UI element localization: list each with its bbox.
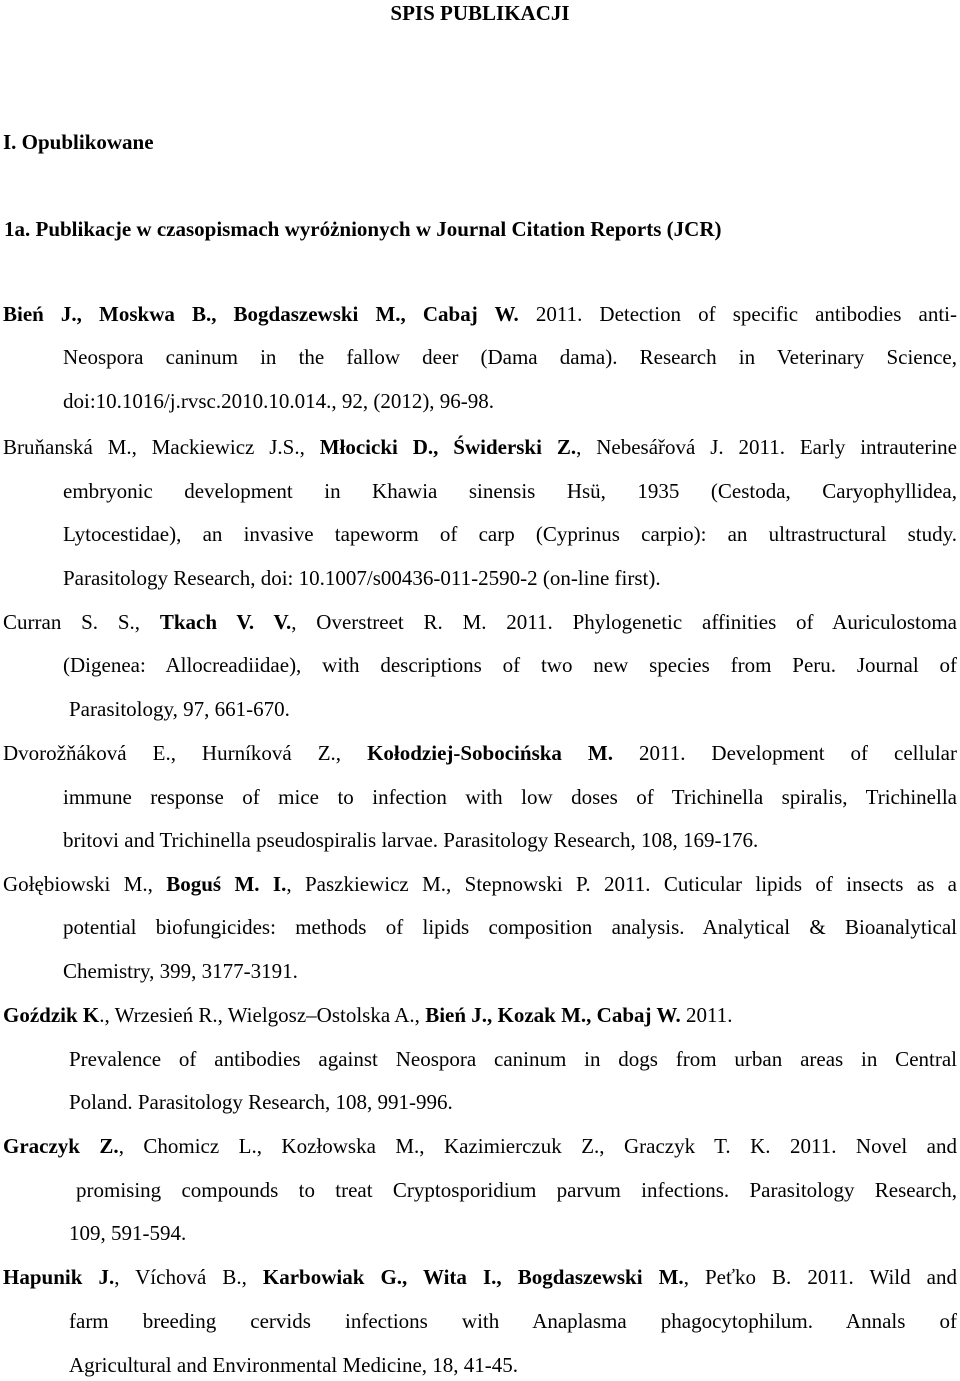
publication-text-line (63, 828, 758, 852)
publication-authors-line (3, 302, 957, 326)
reference-text: , Chomicz L., Kozłowska M., Kazimierczuk Z., Graczyk T. K. 2011. Novel and (118, 1134, 957, 1158)
reference-text: farm breeding cervids infections with Anaplasma phagocytophilum. Annals of (69, 1309, 957, 1333)
reference-text: potential biofungicides: methods of lipids composition analysis. Analytical & Bioanalytical (63, 915, 957, 939)
publication-authors-line (3, 1003, 732, 1027)
publication-text-line (63, 522, 957, 546)
page-title: SPIS PUBLIKACJI (390, 1, 570, 25)
publication-authors-line (3, 1134, 957, 1158)
publication-text-line (69, 1047, 957, 1071)
highlighted-author: Boguś M. I. (166, 872, 287, 896)
publication-text-line (63, 959, 298, 983)
reference-text: embryonic development in Khawia sinensis Hsü, 1935 (Cestoda, Caryophyllidea, (63, 479, 957, 503)
reference-text: , Paszkiewicz M., Stepnowski P. 2011. Cuticular lipids of insects as a (286, 872, 957, 896)
reference-text: 2011. (680, 1003, 733, 1027)
reference-text: Lytocestidae), an invasive tapeworm of carp (Cyprinus carpio): an ultrastructural study. (63, 522, 957, 546)
highlighted-author: Młocicki D., Świderski Z. (319, 435, 577, 459)
reference-text: Chemistry, 399, 3177-3191. (63, 959, 298, 983)
reference-text: britovi and Trichinella pseudospiralis larvae. Parasitology Research, 108, 169-176. (63, 828, 759, 852)
highlighted-author: Bień J., Kozak M., Cabaj W. (425, 1003, 681, 1027)
reference-text: , Overstreet R. M. 2011. Phylogenetic affinities of Auriculostoma (291, 610, 957, 634)
publication-text-line (69, 1090, 453, 1114)
section-heading: I. Opublikowane (3, 130, 154, 154)
reference-text: immune response of mice to infection with low doses of Trichinella spiralis, Trichinella (63, 785, 957, 809)
reference-text: 2011. Development of cellular (612, 741, 957, 765)
publication-text-line (63, 345, 957, 369)
publication-text-line (63, 915, 957, 939)
reference-text: (Digenea: Allocreadiidae), with descriptions of two new species from Peru. Journal of (63, 653, 957, 677)
reference-text: 2011. Detection of specific antibodies anti- (535, 302, 957, 326)
publication-authors-line (3, 610, 957, 634)
publication-authors-line (3, 1265, 957, 1289)
publication-text-line (69, 1353, 518, 1377)
reference-text: Parasitology Research, doi: 10.1007/s00436-011-2590-2 (on-line first). (63, 566, 661, 590)
publication-text-line (69, 1309, 957, 1333)
reference-text: Prevalence of antibodies against Neospora caninum in dogs from urban areas in Central (69, 1047, 957, 1071)
publication-text-line (63, 785, 957, 809)
reference-text: Agricultural and Environmental Medicine, 18, 41-45. (69, 1353, 519, 1377)
reference-text: 109, 591-594. (69, 1221, 187, 1245)
publication-text-line (63, 566, 661, 590)
reference-text: Gołębiowski M., (3, 872, 167, 896)
highlighted-author: Bień J., Moskwa B., Bogdaszewski M., Cabaj W. (3, 302, 536, 326)
reference-text: Bruňanská M., Mackiewicz J.S., (3, 435, 320, 459)
reference-text: Parasitology, 97, 661-670. (69, 697, 290, 721)
publication-text-line (63, 389, 494, 413)
publication-authors-line (3, 741, 957, 765)
reference-text: doi:10.1016/j.rvsc.2010.10.014., 92, (2012), 96-98. (63, 389, 495, 413)
reference-text: Dvorožňáková E., Hurníková Z., (3, 741, 368, 765)
reference-text: , Peťko B. 2011. Wild and (683, 1265, 958, 1289)
highlighted-author: Kołodziej-Sobocińska M. (367, 741, 613, 765)
highlighted-author: Karbowiak G., Wita I., Bogdaszewski M. (262, 1265, 684, 1289)
reference-text: Poland. Parasitology Research, 108, 991-996. (69, 1090, 453, 1114)
publication-text-line (69, 1221, 186, 1245)
reference-text: promising compounds to treat Cryptosporidium parvum infections. Parasitology Research, (76, 1178, 957, 1202)
publication-text-line (69, 697, 290, 721)
reference-text: , Nebesářová J. 2011. Early intrauterine (576, 435, 957, 459)
highlighted-author: Tkach V. V. (159, 610, 292, 634)
reference-text: Curran S. S., (3, 610, 160, 634)
publication-text-line (63, 479, 957, 503)
publication-authors-line (3, 872, 957, 896)
reference-text: Neospora caninum in the fallow deer (Dama dama). Research in Veterinary Science, (63, 345, 957, 369)
publication-text-line (63, 653, 957, 677)
highlighted-author: Goździk K (3, 1003, 100, 1027)
reference-text: ., Wrzesień R., Wielgosz–Ostolska A., (99, 1003, 426, 1027)
reference-text: , Víchová B., (114, 1265, 263, 1289)
highlighted-author: Graczyk Z. (3, 1134, 119, 1158)
publication-text-line (76, 1178, 957, 1202)
highlighted-author: Hapunik J. (3, 1265, 115, 1289)
subsection-heading: 1a. Publikacje w czasopismach wyróżnionych w Journal Citation Reports (JCR) (4, 217, 722, 241)
publication-authors-line (3, 435, 957, 459)
